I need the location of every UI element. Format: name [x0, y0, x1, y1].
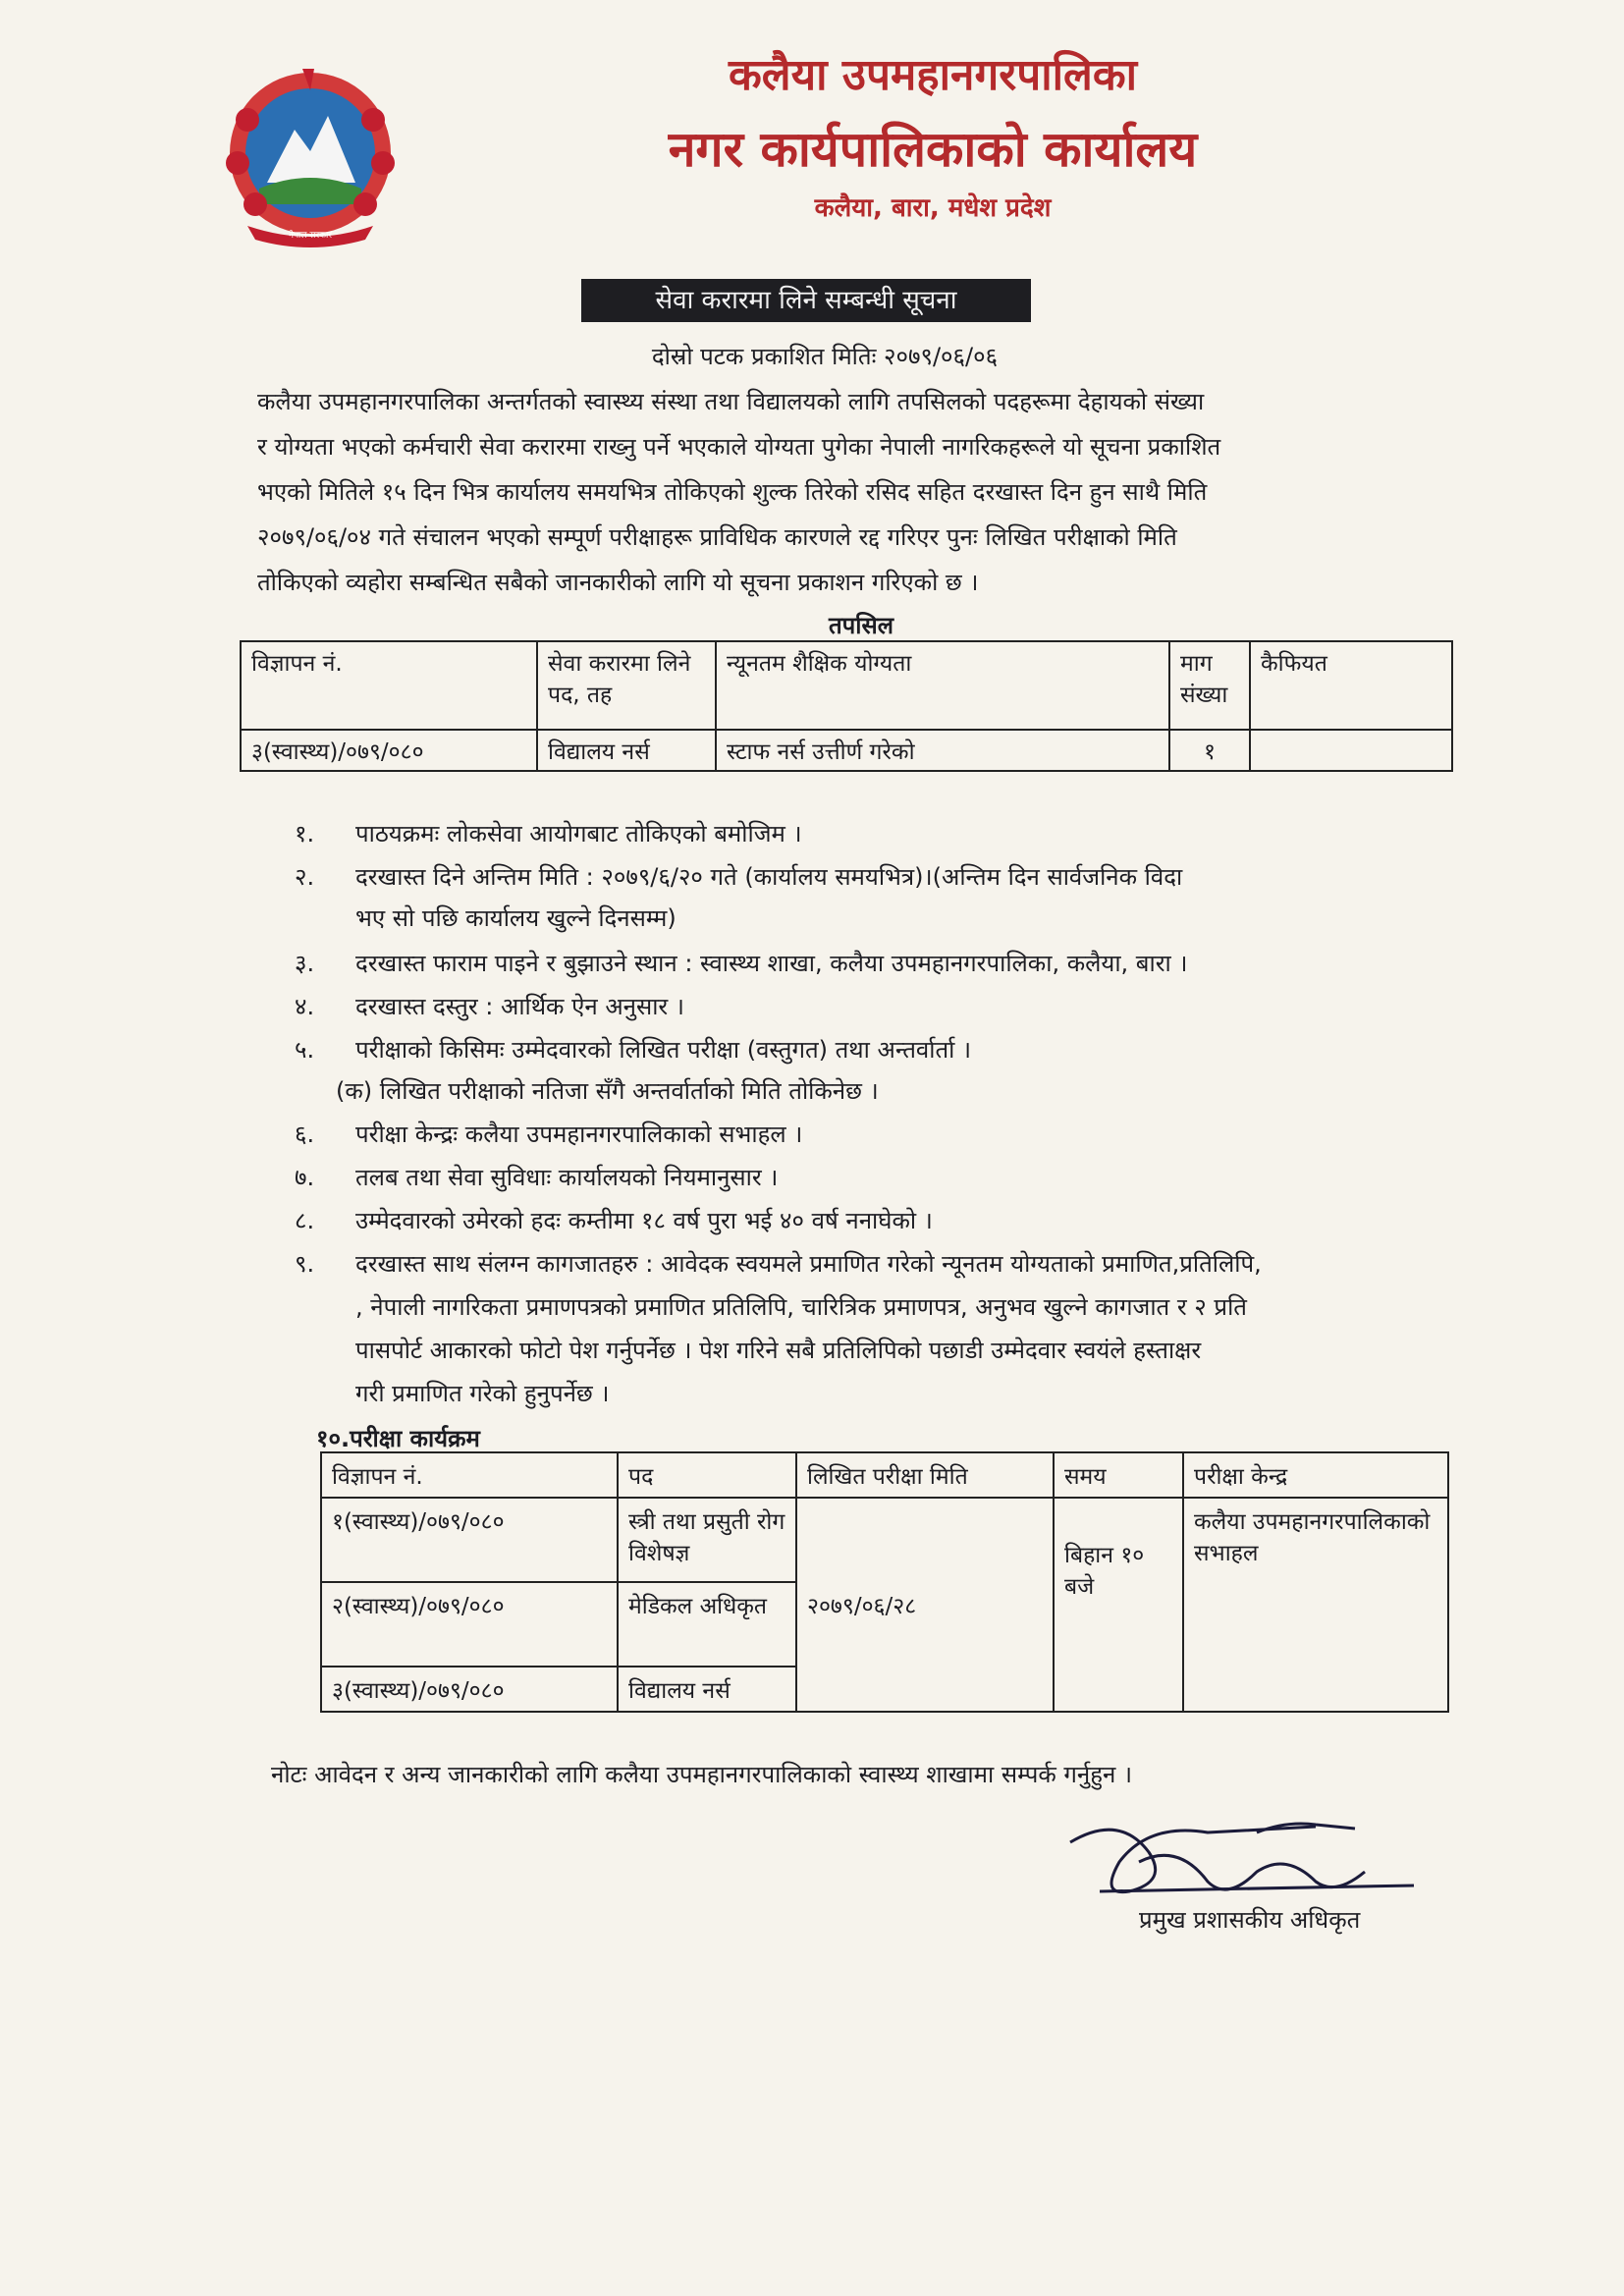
vacancy-table: [240, 640, 1453, 772]
table-row: [241, 730, 1452, 771]
nepal-emblem-icon: [208, 61, 412, 249]
exam-schedule-table: [320, 1451, 1449, 1713]
header-cell: परीक्षा केन्द्र: [1183, 1452, 1448, 1498]
paragraph-line: तोकिएको व्यहोरा सम्बन्धित सबैको जानकारीको लागि यो सूचना प्रकाशन गरिएको छ ।: [257, 569, 979, 596]
list-item: ५. परीक्षाको किसिमः उम्मेदवारको लिखित परीक्षा (वस्तुगत) तथा अन्तर्वार्ता ।: [295, 1036, 972, 1064]
table-header-row: [321, 1452, 1448, 1498]
table-cell: स्टाफ नर्स उत्तीर्ण गरेको: [716, 730, 1169, 771]
list-item: ३. दरखास्त फाराम पाइने र बुझाउने स्थान : स्वास्थ्य शाखा, कलैया उपमहानगरपालिका, कलैया, बारा ।: [295, 950, 1188, 977]
list-item-continuation: पासपोर्ट आकारको फोटो पेश गर्नुपर्नेछ । पेश गरिने सबै प्रतिलिपिको पछाडी उम्मेदवार स्वयंले हस्ताक्षर: [355, 1337, 1202, 1364]
list-item-continuation: गरी प्रमाणित गरेको हुनुपर्नेछ ।: [355, 1380, 610, 1407]
office-address: कलैया, बारा, मधेश प्रदेश: [814, 193, 1052, 223]
office-type: नगर कार्यपालिकाको कार्यालय: [668, 121, 1198, 178]
exam-center: कलैया उपमहानगरपालिकाको सभाहल: [1183, 1498, 1448, 1712]
header-cell: लिखित परीक्षा मिति: [796, 1452, 1054, 1498]
header-cell: विज्ञापन नं.: [241, 641, 537, 730]
table-cell: [1250, 730, 1452, 771]
header-cell: न्यूनतम शैक्षिक योग्यता: [716, 641, 1169, 730]
note-text: नोटः आवेदन र अन्य जानकारीको लागि कलैया उपमहानगरपालिकाको स्वास्थ्य शाखामा सम्पर्क गर्नुहुन ।: [271, 1761, 1133, 1788]
header-cell: पद: [618, 1452, 796, 1498]
list-item-continuation: भए सो पछि कार्यालय खुल्ने दिनसम्म): [355, 904, 677, 932]
list-item: ८. उम्मेदवारको उमेरको हदः कम्तीमा १८ वर्ष पुरा भई ४० वर्ष ननाघेको ।: [295, 1207, 933, 1234]
emblem-text: नेपाल सरकार: [288, 231, 333, 241]
exam-schedule-heading: १०.परीक्षा कार्यक्रम: [316, 1425, 480, 1452]
notice-title: सेवा करारमा लिने सम्बन्धी सूचना: [581, 279, 1031, 322]
header-cell: कैफियत: [1250, 641, 1452, 730]
publish-date: दोस्रो पटक प्रकाशित मितिः २०७९/०६/०६: [651, 343, 999, 370]
list-item-sub: (क) लिखित परीक्षाको नतिजा सँगै अन्तर्वार्ताको मिति तोकिनेछ ।: [336, 1077, 879, 1105]
list-item: ६. परीक्षा केन्द्रः कलैया उपमहानगरपालिकाको सभाहल ।: [295, 1121, 803, 1148]
paragraph-line: र योग्यता भएको कर्मचारी सेवा करारमा राख्नु पर्ने भएकाले योग्यता पुगेका नेपाली नागरिकहरूले यो सूचना प्रकाशित: [257, 433, 1221, 461]
table-cell: स्त्री तथा प्रसुती रोग विशेषज्ञ: [618, 1498, 796, 1582]
table-row: [321, 1498, 1448, 1582]
table-header-row: [241, 641, 1452, 730]
table-cell: २(स्वास्थ्य)/०७९/०८०: [321, 1582, 618, 1667]
header-cell: विज्ञापन नं.: [321, 1452, 618, 1498]
header-cell: माग संख्या: [1169, 641, 1250, 730]
list-item-continuation: , नेपाली नागरिकता प्रमाणपत्रको प्रमाणित प्रतिलिपि, चारित्रिक प्रमाणपत्र, अनुभव खुल्ने कागजात र २ प्रति: [355, 1293, 1247, 1321]
tapsil-heading: तपसिल: [828, 612, 894, 639]
table-cell: ३(स्वास्थ्य)/०७९/०८०: [241, 730, 537, 771]
paragraph-line: भएको मितिले १५ दिन भित्र कार्यालय समयभित्र तोकिएको शुल्क तिरेको रसिद सहित दरखास्त दिन हुन साथै मिति: [257, 478, 1208, 506]
paragraph-line: कलैया उपमहानगरपालिका अन्तर्गतको स्वास्थ्य संस्था तथा विद्यालयको लागि तपसिलको पदहरूमा देहायको संख्या: [257, 388, 1205, 415]
exam-date: २०७९/०६/२८: [796, 1498, 1054, 1712]
table-cell: मेडिकल अधिकृत: [618, 1582, 796, 1667]
header-cell: सेवा करारमा लिने पद, तह: [537, 641, 716, 730]
table-cell: १(स्वास्थ्य)/०७९/०८०: [321, 1498, 618, 1582]
table-cell: विद्यालय नर्स: [537, 730, 716, 771]
paragraph-line: २०७९/०६/०४ गते संचालन भएको सम्पूर्ण परीक्षाहरू प्राविधिक कारणले रद्द गरिएर पुनः लिखित परीक्षाको मिति: [257, 523, 1177, 551]
list-item: २. दरखास्त दिने अन्तिम मिति : २०७९/६/२० गते (कार्यालय समयभित्र)।(अन्तिम दिन सार्वजनिक विदा: [295, 863, 1183, 891]
list-item: ७. तलब तथा सेवा सुविधाः कार्यालयको नियमानुसार ।: [295, 1164, 779, 1191]
header-cell: समय: [1054, 1452, 1183, 1498]
exam-time: बिहान १० बजे: [1054, 1498, 1183, 1712]
list-item: ४. दरखास्त दस्तुर : आर्थिक ऐन अनुसार ।: [295, 993, 684, 1020]
table-cell: ३(स्वास्थ्य)/०७९/०८०: [321, 1667, 618, 1712]
designation: प्रमुख प्रशासकीय अधिकृत: [1139, 1906, 1361, 1934]
table-cell: १: [1169, 730, 1250, 771]
list-item: ९. दरखास्त साथ संलग्न कागजातहरु : आवेदक स्वयमले प्रमाणित गरेको न्यूनतम योग्यताको प्रमाणित,प्रतिलिपि,: [295, 1250, 1262, 1278]
table-cell: विद्यालय नर्स: [618, 1667, 796, 1712]
office-name: कलैया उपमहानगरपालिका: [728, 50, 1138, 100]
list-item: १. पाठयक्रमः लोकसेवा आयोगबाट तोकिएको बमोजिम ।: [295, 820, 802, 847]
